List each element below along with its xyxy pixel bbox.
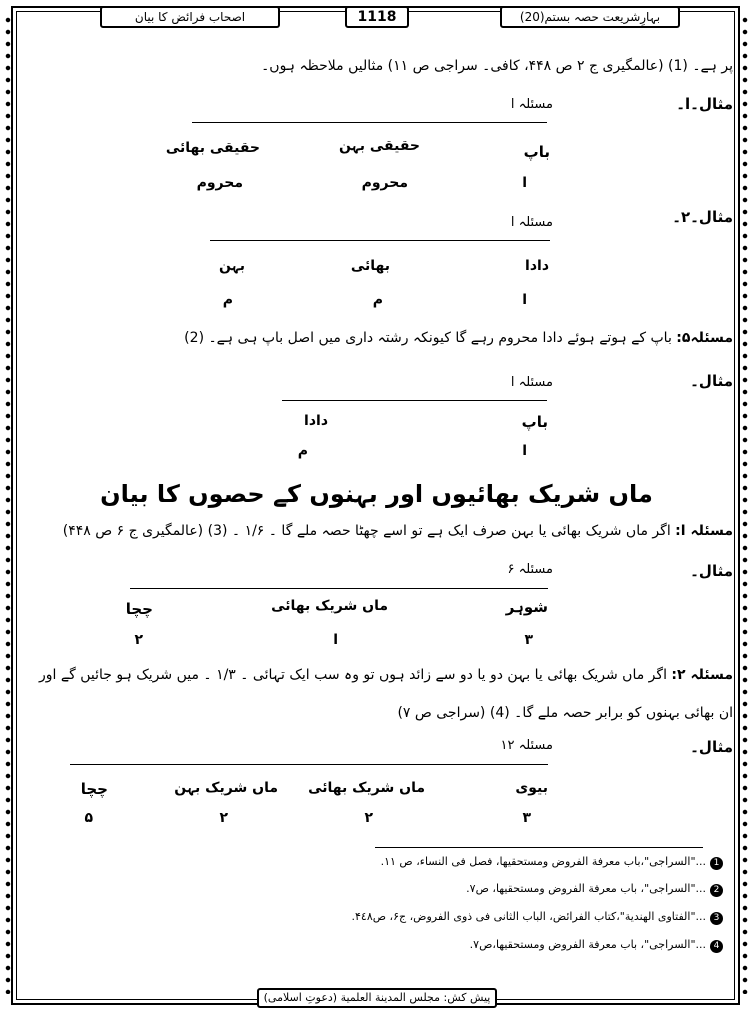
- ex1-col-2: حقیقی بہن: [338, 138, 420, 154]
- footnote-3: [352, 910, 723, 925]
- ex2-col-1: دادا: [525, 258, 549, 274]
- ex3-val-1: ا: [522, 443, 527, 459]
- example-1-label: مثال۔ا۔: [676, 95, 733, 113]
- ex4-val-2: ا: [333, 632, 338, 648]
- example-3-masala: مسئلہ ا: [510, 375, 553, 390]
- footnote-1-text: ..."السراجی"،باب معرفة الفروض ومستحقیها، فصل فی النساء، ص ۱۱.: [380, 855, 706, 868]
- footnote-2-text: ..."السراجی"، باب معرفة الفروض ومستحقیها، ص۷.: [466, 882, 706, 895]
- ex2-col-3: بہن: [218, 258, 245, 274]
- ex4-col-1: شوہر: [505, 598, 548, 616]
- footnote-2: [466, 882, 723, 897]
- masala-1: [63, 523, 733, 539]
- ex1-col-1: باپ: [523, 143, 550, 161]
- example-2-rule: [210, 240, 550, 241]
- header-chapter-title: اصحاب فرائض کا بیان: [100, 6, 280, 28]
- example-1-masala: مسئلہ ا: [510, 97, 553, 112]
- masala-2-line-2: ان بھائی بہنوں کو برابر حصہ ملے گا۔ (4) (سراجی ص ۷): [397, 705, 733, 721]
- masala-1-text: اگر ماں شریک بھائی یا بہن صرف ایک ہے تو اسے چھٹا حصہ ملے گا ۔ ۱/۶ ۔ (3) (عالمگیری ج ۶ ص ۴۴۸): [62, 523, 671, 539]
- ex2-val-1: ا: [522, 292, 527, 308]
- ex4-col-3: چچا: [125, 600, 153, 618]
- footnote-rule: [375, 847, 703, 848]
- example-2-label: مثال۔۲۔: [672, 208, 733, 226]
- ex5-val-3: ۲: [219, 810, 228, 826]
- masala-5: [184, 330, 733, 346]
- footnote-1: [381, 855, 723, 870]
- example-5-rule: [70, 764, 548, 765]
- ex1-val-1: ا: [522, 175, 527, 191]
- ex1-val-3: محروم: [196, 175, 243, 191]
- masala-5-prefix: مسئلہ۵:: [676, 330, 733, 346]
- ex5-val-2: ۲: [364, 810, 373, 826]
- masala-1-prefix: مسئلہ ا:: [675, 523, 733, 539]
- ex5-val-1: ۳: [522, 810, 531, 826]
- footnote-4-text: ..."السراجی"، باب معرفة الفروض ومستحقیها،ص۷.: [469, 938, 706, 951]
- masala-2-text-1: اگر ماں شریک بھائی یا بہن دو یا دو سے زائد ہوں تو وہ سب ایک تہائی ۔ ۱/۳ ۔ میں شریک ہو جائیں گے اور: [39, 667, 667, 683]
- intro-line: پر ہے۔ (1) (عالمگیری ج ۲ ص ۴۴۸، کافی۔ سراجی ص ۱۱) مثالیں ملاحظہ ہوں۔: [261, 58, 733, 74]
- footnote-4: [470, 938, 723, 953]
- ex1-val-2: محروم: [361, 175, 408, 191]
- masala-5-text: باپ کے ہوتے ہوئے دادا محروم رہے گا کیونکہ رشتہ داری میں اصل باپ ہی ہے۔ (2): [184, 330, 672, 346]
- ex3-val-2: م: [297, 443, 308, 459]
- publisher-footer: پیش کش: مجلس المدینة العلمیة (دعوتِ اسلامی): [257, 988, 497, 1008]
- ex3-col-1: باپ: [521, 413, 548, 431]
- ex5-col-2: ماں شریک بھائی: [308, 780, 425, 796]
- example-4-label: مثال۔: [690, 562, 733, 580]
- example-4-rule: [130, 588, 548, 589]
- example-3-label: مثال۔: [690, 372, 733, 390]
- ex4-val-1: ۳: [524, 632, 533, 648]
- ex2-col-2: بھائی: [350, 258, 390, 274]
- footnote-3-number: 3: [710, 912, 723, 925]
- ex3-col-2: دادا: [304, 413, 328, 429]
- ex5-col-4: چچا: [80, 780, 108, 798]
- ex5-col-1: بیوی: [515, 780, 548, 796]
- ex5-val-4: ۵: [84, 810, 93, 826]
- example-5-label: مثال۔: [690, 738, 733, 756]
- ex2-val-2: م: [372, 292, 383, 308]
- ex4-val-3: ۲: [134, 632, 143, 648]
- example-2-masala: مسئلہ ا: [510, 215, 553, 230]
- masala-2-line-1: [39, 667, 733, 683]
- footnote-2-number: 2: [710, 884, 723, 897]
- ex4-col-2: ماں شریک بھائی: [271, 598, 388, 614]
- page-number: 1118: [345, 6, 409, 28]
- ex1-col-3: حقیقی بھائی: [165, 140, 260, 156]
- example-5-masala: مسئلہ ۱۲: [500, 738, 553, 753]
- footnote-1-number: 1: [710, 857, 723, 870]
- footnote-4-number: 4: [710, 940, 723, 953]
- footnote-3-text: ..."الفتاوی الهندیة"،کتاب الفرائض، الباب الثانی فی ذوی الفروض، ج۶، ص۴٤۸.: [351, 910, 706, 923]
- section-heading: ماں شریک بھائیوں اور بہنوں کے حصوں کا بیان: [100, 480, 653, 508]
- masala-2-prefix: مسئلہ ۲:: [671, 667, 733, 683]
- example-3-rule: [282, 400, 547, 401]
- example-1-rule: [192, 122, 547, 123]
- ex2-val-3: م: [222, 292, 233, 308]
- ex5-col-3: ماں شریک بہن: [174, 780, 278, 796]
- example-4-masala: مسئلہ ۶: [507, 562, 553, 577]
- header-book-title: بہارِشریعت حصہ بستم(20): [500, 6, 680, 28]
